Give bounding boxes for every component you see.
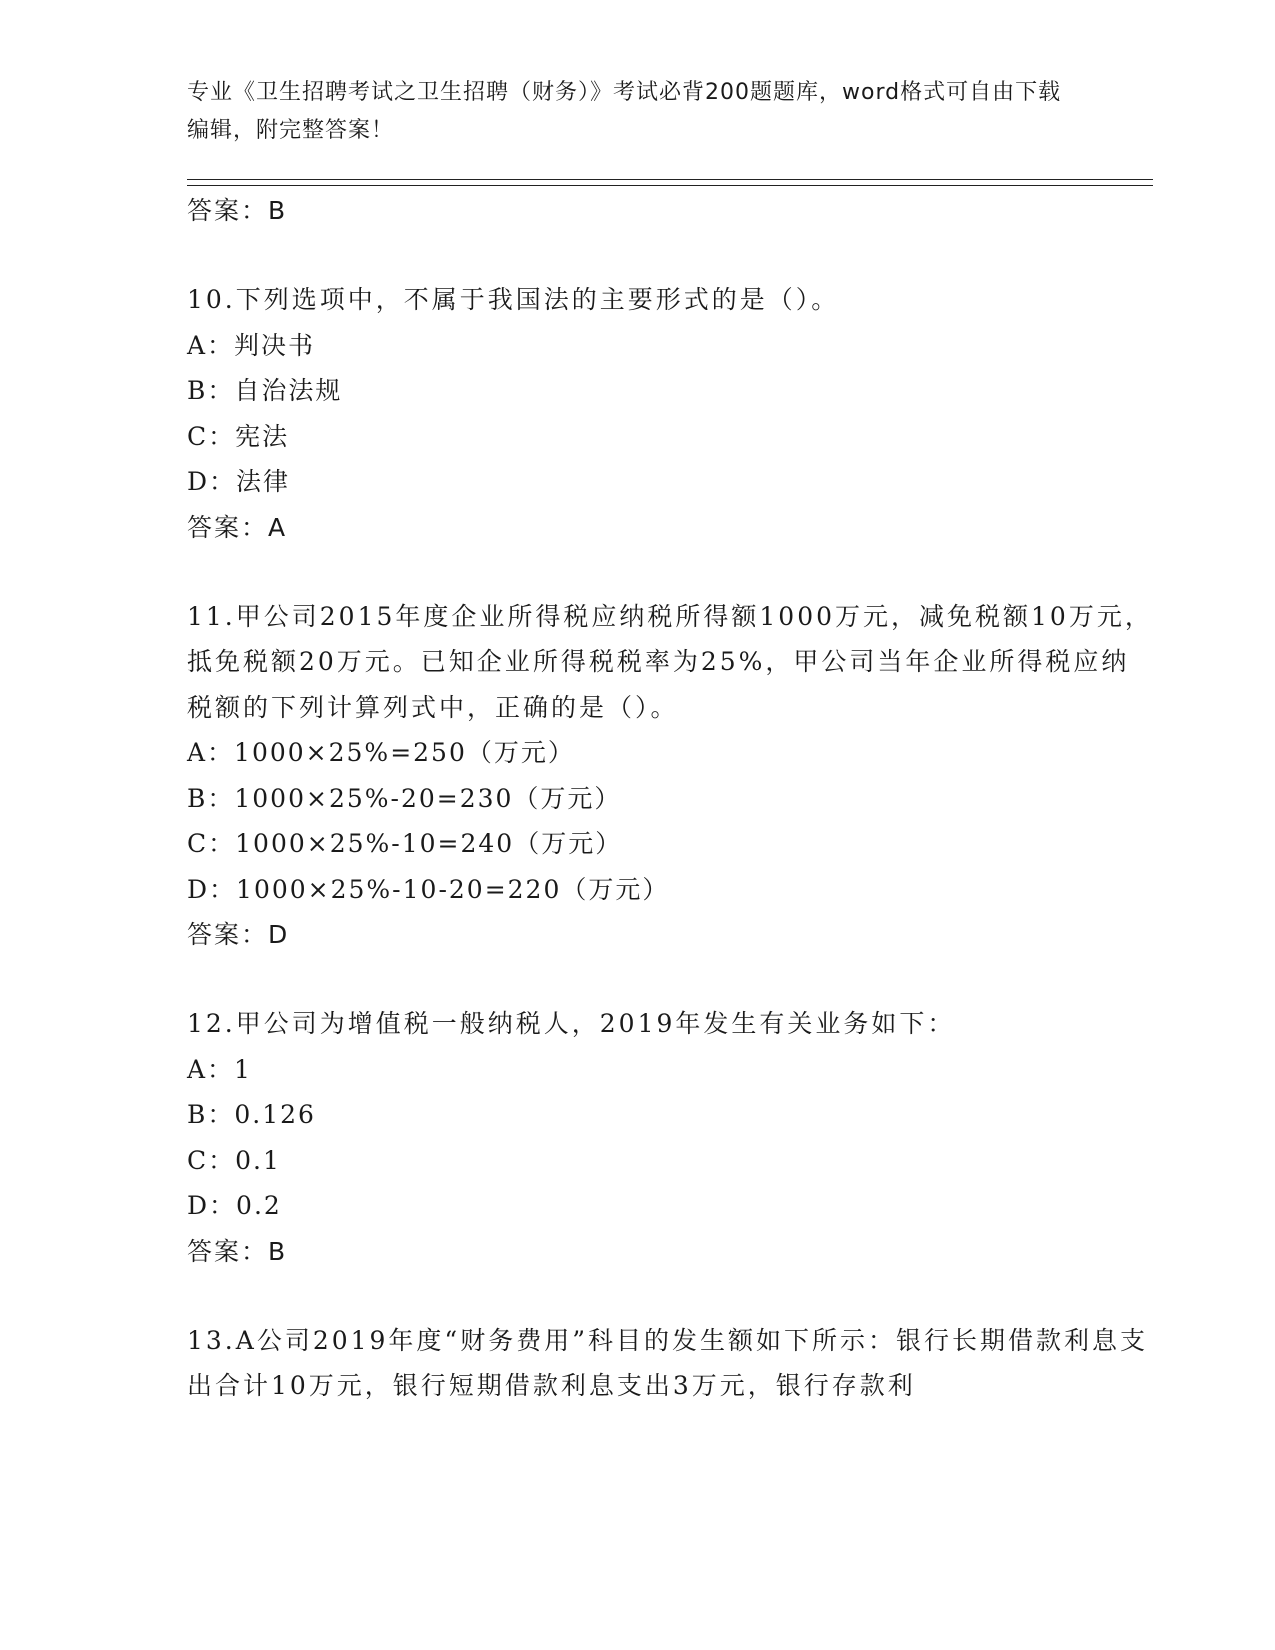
question-text: 12.甲公司为增值税一般纳税人，2019年发生有关业务如下：	[187, 1009, 956, 1038]
option-b: B：0.126	[187, 1100, 316, 1129]
document-body	[187, 188, 1153, 1409]
question-13	[187, 1318, 1153, 1409]
question-12	[187, 1001, 1153, 1275]
option-d: D：法律	[187, 467, 291, 496]
question-text: 13.A公司2019年度“财务费用”科目的发生额如下所示：银行长期借款利息支出合计10万元，银行短期借款利息支出3万元，银行存款利	[187, 1325, 1148, 1400]
question-text: 10.下列选项中，不属于我国法的主要形式的是（）。	[187, 285, 840, 314]
option-c: C：宪法	[187, 421, 290, 451]
answer-line: 答案：D	[187, 920, 290, 949]
option-d: D：1000×25%-10-20=220（万元）	[187, 874, 670, 904]
header-rule-top	[187, 179, 1153, 180]
answer-line: 答案：B	[187, 196, 288, 225]
answer-line: 答案：B	[187, 1236, 288, 1266]
option-b: B：1000×25%-20=230（万元）	[187, 783, 622, 813]
answer-line: 答案：A	[187, 512, 288, 542]
question-11	[187, 594, 1153, 959]
header-rule-bottom	[187, 185, 1153, 186]
option-b: B：自治法规	[187, 376, 343, 405]
option-a: A：1	[187, 1054, 252, 1084]
document-header: 专业《卫生招聘考试之卫生招聘（财务）》考试必背200题题库，word格式可自由下载编辑，附完整答案！	[187, 80, 1062, 143]
option-a: A：判决书	[187, 330, 316, 360]
question-10	[187, 277, 1153, 551]
option-c: C：1000×25%-10=240（万元）	[187, 829, 623, 858]
option-d: D：0.2	[187, 1191, 282, 1220]
question-text: 11.甲公司2015年度企业所得税应纳税所得额1000万元，减免税额10万元，抵免税额20万元。已知企业所得税税率为25%，甲公司当年企业所得税应纳税额的下列计算列式中，正确的是（）。	[187, 601, 1153, 722]
option-a: A：1000×25%=250（万元）	[187, 738, 575, 767]
option-c: C：0.1	[187, 1145, 281, 1175]
